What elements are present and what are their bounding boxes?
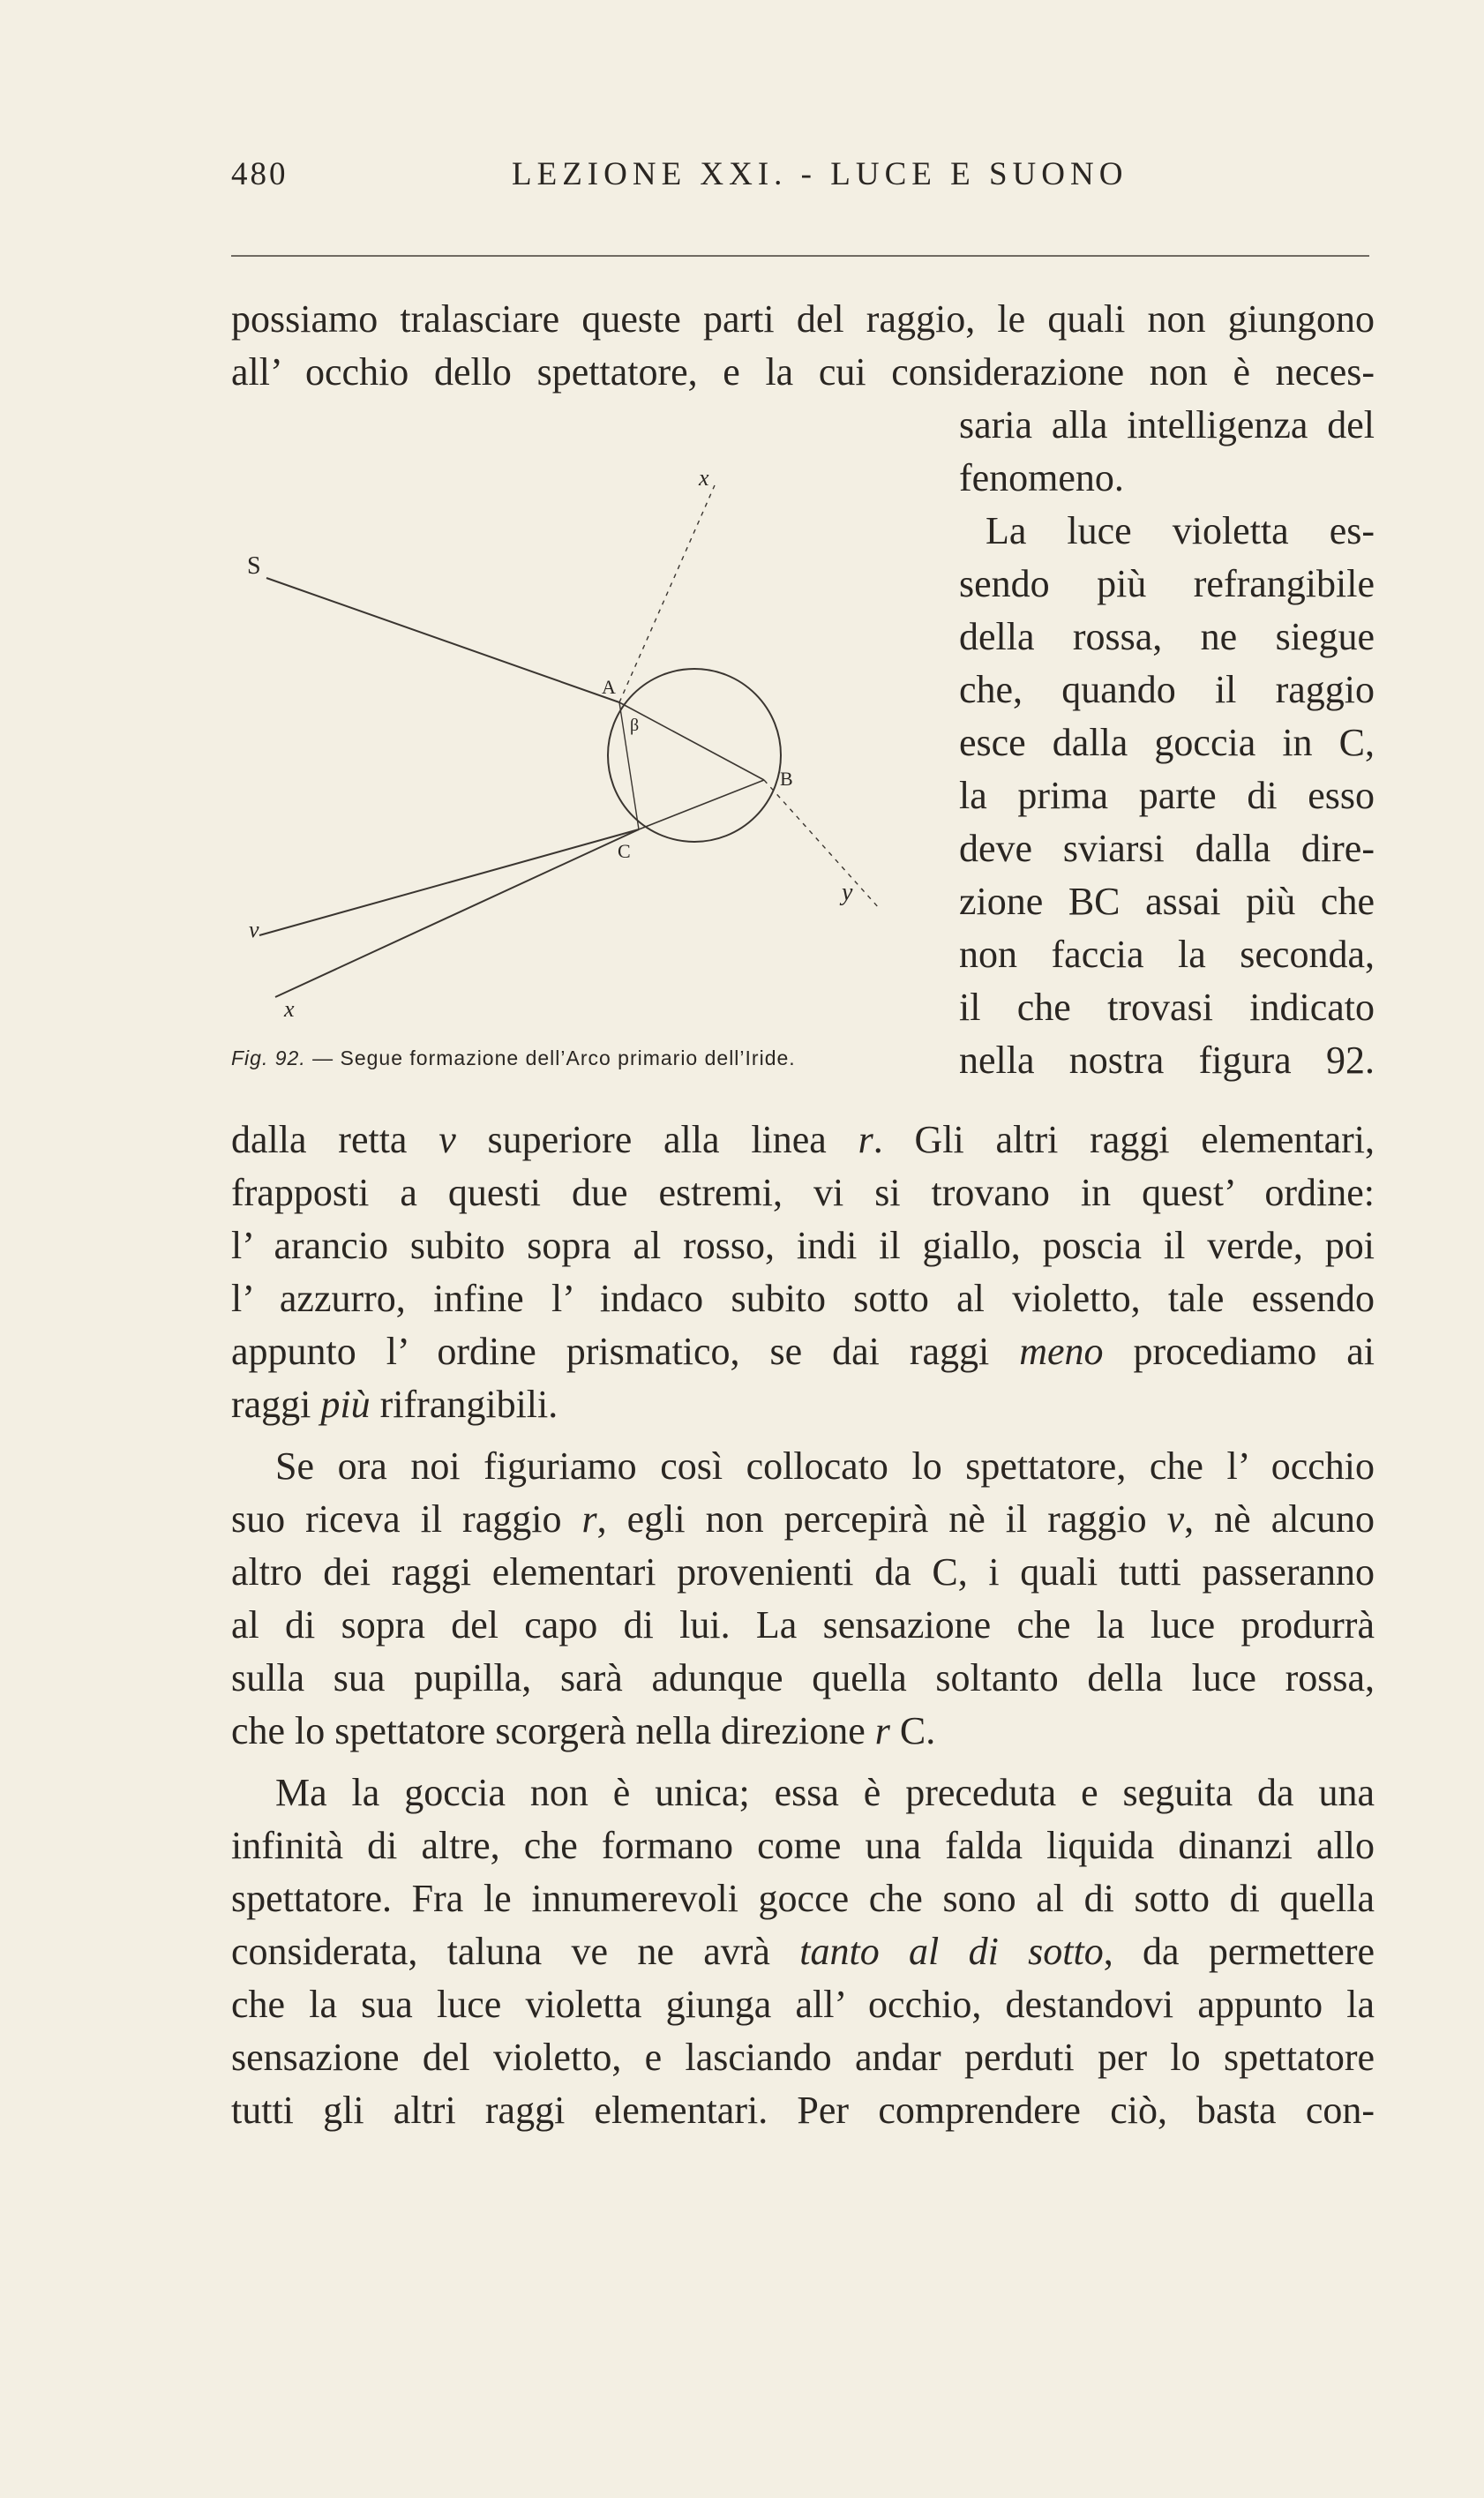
side-text-line: fenomeno. [959,456,1124,499]
text-line: sulla sua pupilla, sarà adunque quella soltanto della luce rossa, [231,1656,1375,1699]
side-text-line: la prima parte di esso [959,774,1375,817]
text-run: dalla retta [231,1118,439,1161]
side-text-line: nella nostra figura 92. [959,1039,1375,1082]
text-line: Se ora noi figuriamo così collocato lo spettatore, che l’ occhio [275,1444,1375,1488]
label-beta: β [630,716,640,735]
text-line [231,1114,1375,1166]
label-b: B [780,768,793,790]
symbol-r: r [858,1118,873,1161]
incident-ray [266,578,619,702]
internal-ray-bc [639,780,764,829]
text-run: , da permettere [1103,1930,1375,1973]
italic-word: più [320,1383,371,1426]
text-line: frapposti a questi due estremi, vi si trovano in quest’ ordine: [231,1171,1375,1214]
text-run: che lo spettatore scorgerà nella direzione [231,1709,875,1752]
text-line: che la sua luce violetta giunga all’ occhio, destandovi appunto la [231,1983,1375,2026]
page-header [231,139,1369,210]
text-line: spettatore. Fra le innumerevoli gocce che sono al di sotto di quella [231,1877,1375,1920]
symbol-r: r [874,1709,890,1752]
text-line: possiamo tralasciare queste parti del raggio, le quali non giungono [231,297,1375,341]
side-text-line: il che trovasi indicato [959,986,1375,1029]
internal-ray-ab [619,702,764,780]
text-run: , egli non percepirà nè il raggio [596,1497,1167,1541]
header-rule [231,255,1369,257]
figure-caption [231,1046,937,1070]
text-run: . Gli altri raggi elementari, [873,1118,1375,1161]
text-run: considerata, taluna ve ne avrà [231,1930,800,1973]
label-c: C [618,840,631,862]
side-text-line: esce dalla goccia in C, [959,721,1375,764]
symbol-v: v [1166,1497,1185,1541]
text-line [231,1493,1375,1546]
label-a: A [602,676,616,698]
text-run: , nè alcuno [1184,1497,1375,1541]
text-line: l’ azzurro, infine l’ indaco subito sotto al violetto, tale essendo [231,1277,1375,1320]
text-run: C. [889,1709,936,1752]
emergent-ray-r [275,829,639,997]
label-x-bottom: x [284,996,295,1022]
side-text-line: sendo più refrangibile [959,562,1375,605]
text-line: all’ occhio dello spettatore, e la cui considerazione non è neces- [231,350,1375,394]
caption-text: — Segue formazione dell’Arco primario dell’Iride. [312,1046,796,1069]
text-run: suo riceva il raggio [231,1497,582,1541]
text-run: procediamo ai [1103,1330,1375,1373]
raindrop-circle [608,669,781,842]
running-title: LEZIONE XXI. - LUCE E SUONO [512,156,1128,192]
side-text-line: zione BC assai più che [959,880,1375,923]
side-text-line: della rossa, ne siegue [959,615,1375,658]
label-x-top: x [699,465,709,491]
text-run: superiore alla linea [455,1118,858,1161]
side-text-line: deve sviarsi dalla dire- [959,827,1375,870]
symbol-v: v [438,1118,456,1161]
text-run: raggi [231,1383,321,1426]
label-v: v [249,917,259,942]
text-line [231,1378,1375,1431]
caption-figure-number: Fig. 92. [231,1046,306,1069]
text-line: tutti gli altri raggi elementari. Per comprendere ciò, basta con- [231,2089,1375,2132]
text-line [231,1325,1375,1378]
text-line: altro dei raggi elementari provenienti da C, i quali tutti passeranno [231,1550,1375,1594]
text-line: infinità di altre, che formano come una falda liquida dinanzi allo [231,1824,1375,1867]
figure-92 [231,459,937,1022]
side-text-line: saria alla intelligenza del [959,403,1375,446]
side-text-line: che, quando il raggio [959,668,1375,711]
page-number: 480 [231,156,289,192]
normal-line-by [764,780,880,909]
emergent-ray-v [259,829,639,935]
text-run: rifrangibili. [370,1383,558,1426]
text-line: Ma la goccia non è unica; essa è preceduta e seguita da una [275,1771,1375,1814]
side-text-line: La luce violetta es- [986,509,1375,552]
symbol-r: r [581,1497,597,1541]
italic-phrase: tanto al di sotto [799,1930,1104,1973]
text-line: sensazione del violetto, e lasciando andar perduti per lo spettatore [231,2036,1375,2079]
text-run: appunto l’ ordine prismatico, se dai raggi [231,1330,1020,1373]
label-y: y [842,879,853,906]
text-line: l’ arancio subito sopra al rosso, indi il giallo, poscia il verde, poi [231,1224,1375,1267]
italic-word: meno [1019,1330,1104,1373]
text-line [231,1705,1375,1758]
text-line [231,1925,1375,1978]
label-s: S [247,552,261,580]
text-line: al di sopra del capo di lui. La sensazione che la luce produrrà [231,1603,1375,1647]
side-text-line: non faccia la seconda, [959,933,1375,976]
